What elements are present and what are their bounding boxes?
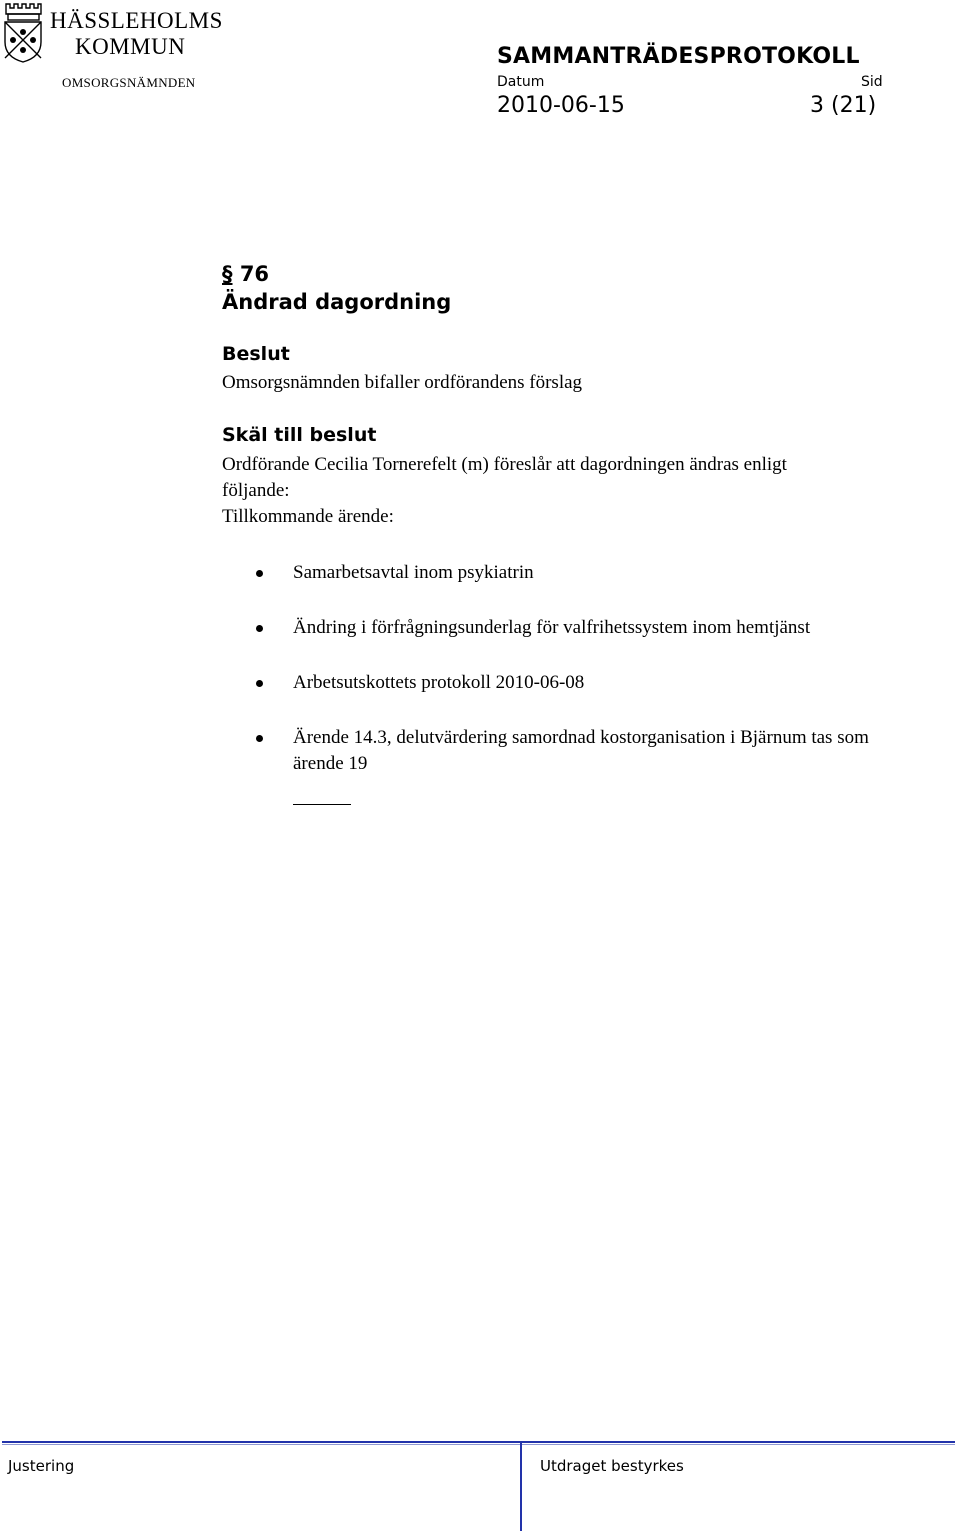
page-label: Sid <box>861 74 883 90</box>
date-label: Datum <box>497 74 545 90</box>
list-item-text: Ändring i förfrågningsunderlag för valfrihetssystem inom hemtjänst <box>293 617 811 638</box>
coat-of-arms-icon <box>2 2 44 64</box>
reason-line-1: Ordförande Cecilia Tornerefelt (m) föreslår att dagordningen ändras enligt <box>222 454 787 475</box>
reason-line-3: Tillkommande ärende: <box>222 506 394 527</box>
document-type: SAMMANTRÄDESPROTOKOLL <box>497 44 860 69</box>
reason-heading: Skäl till beslut <box>222 424 377 446</box>
end-rule <box>293 804 351 805</box>
utdraget-bestyrkes-label: Utdraget bestyrkes <box>540 1457 684 1475</box>
list-item-text: Samarbetsavtal inom psykiatrin <box>293 562 534 583</box>
bullet-icon <box>256 625 263 632</box>
agenda-items-list <box>255 560 960 806</box>
section-title: Ändrad dagordning <box>222 290 452 314</box>
list-item <box>255 615 960 641</box>
bullet-icon <box>256 680 263 687</box>
footer-rule-shadow <box>2 1444 955 1445</box>
section-number <box>222 262 269 286</box>
org-name-line2: KOMMUN <box>75 34 186 59</box>
list-item-text: Ärende 14.3, delutvärdering samordnad kostorganisation i Bjärnum tas som ärende 19 <box>293 727 869 774</box>
department-name: OMSORGSNÄMNDEN <box>62 75 196 90</box>
footer-rule <box>2 1441 955 1443</box>
list-item-text: Arbetsutskottets protokoll 2010-06-08 <box>293 672 585 693</box>
page-value: 3 (21) <box>810 93 877 118</box>
list-item <box>255 560 960 586</box>
bullet-icon <box>256 570 263 577</box>
list-item <box>255 670 960 696</box>
decision-text: Omsorgsnämnden bifaller ordförandens förslag <box>222 372 583 393</box>
list-item <box>255 725 960 777</box>
justering-label: Justering <box>8 1457 75 1475</box>
footer-divider <box>520 1441 522 1531</box>
bullet-icon <box>256 735 263 742</box>
org-name-line1: HÄSSLEHOLMS <box>50 8 223 33</box>
reason-line-2: följande: <box>222 480 290 501</box>
section-number-value: 76 <box>239 262 270 286</box>
decision-heading: Beslut <box>222 343 290 365</box>
section-symbol: § <box>222 262 233 286</box>
date-value: 2010-06-15 <box>497 93 625 118</box>
